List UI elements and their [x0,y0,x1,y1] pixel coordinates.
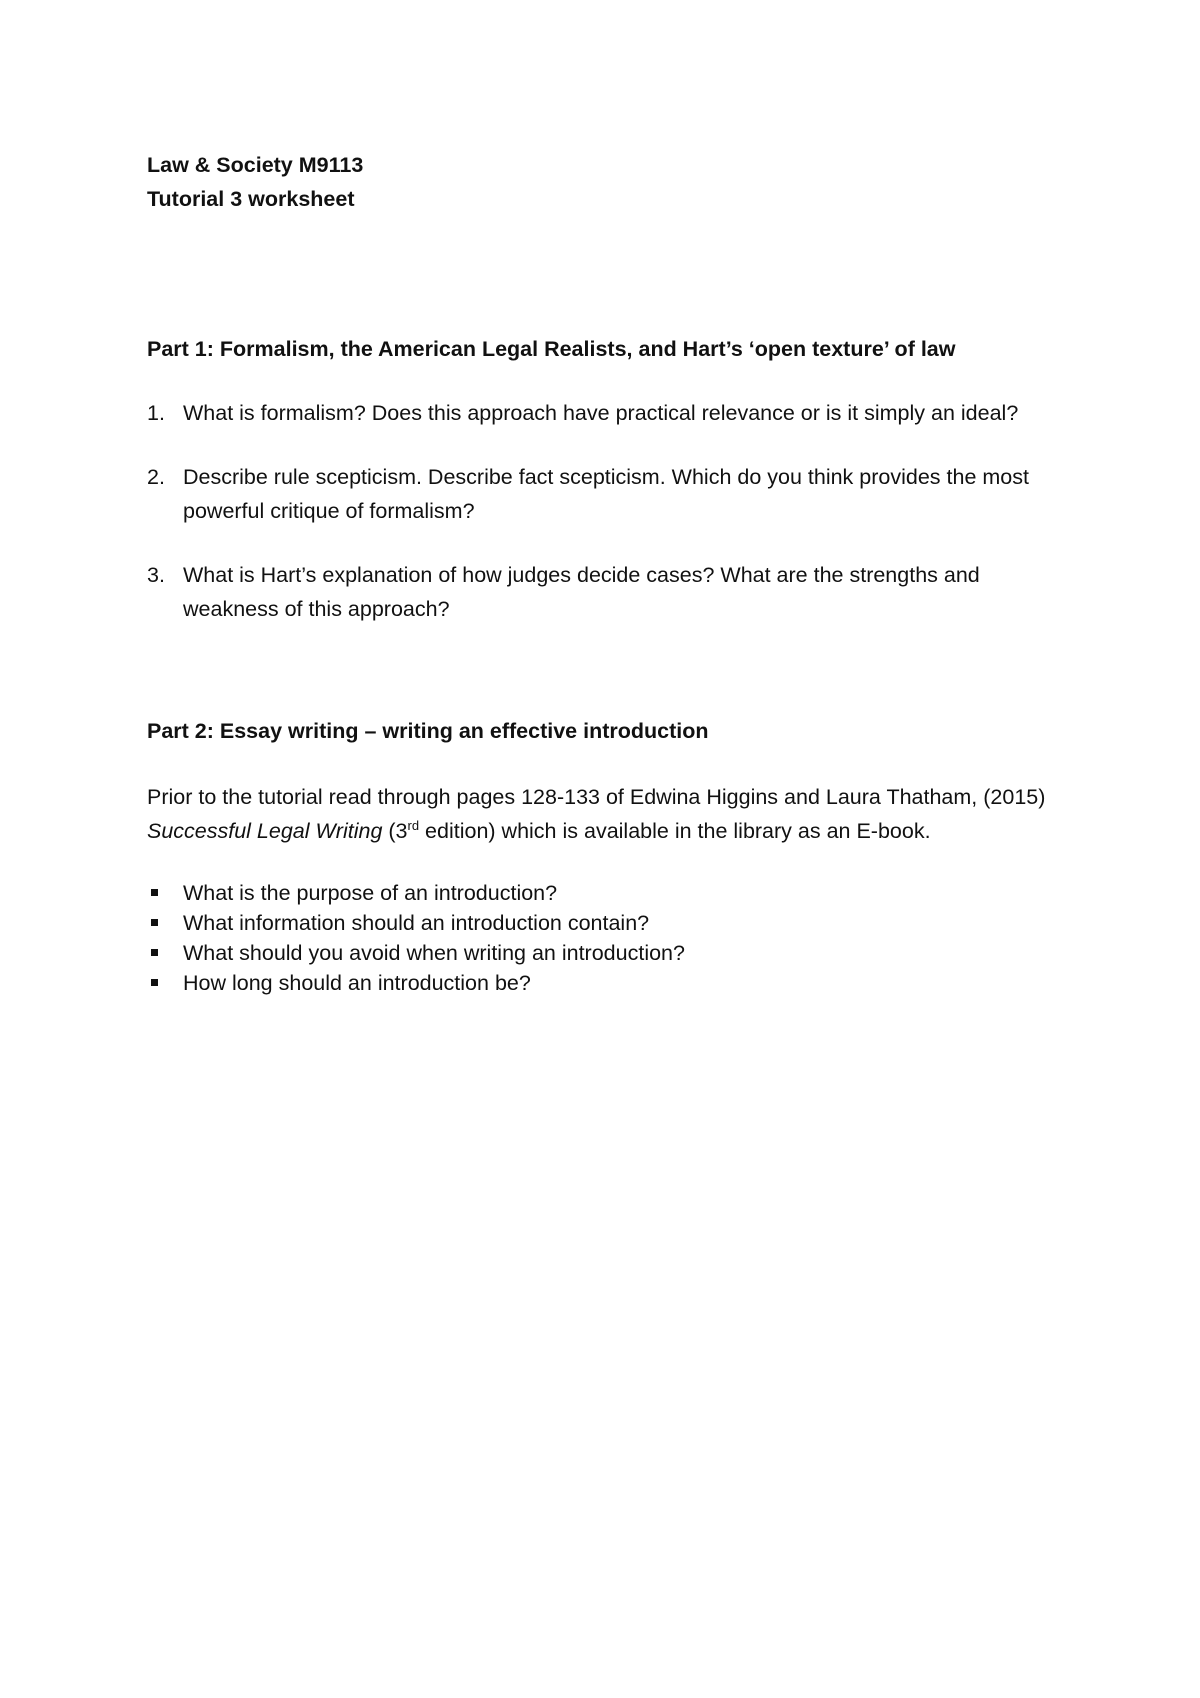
book-title: Successful Legal Writing [147,819,383,843]
question-number: 1. [147,401,165,425]
list-item [147,938,1067,968]
question-text: What is formalism? Does this approach have practical relevance or is it simply an ideal? [183,401,1019,425]
square-bullet-icon [147,878,183,908]
list-item [147,908,1067,938]
part2-bullet-list [147,878,1067,998]
bullet-text: What should you avoid when writing an introduction? [183,941,685,965]
square-bullet-icon [147,968,183,998]
reading-instruction [147,780,1067,848]
edition-number: (3 [382,819,408,843]
part1-heading: Part 1: Formalism, the American Legal Realists, and Hart’s ‘open texture’ of law [147,337,956,361]
square-bullet-icon [147,938,183,968]
question-item [147,460,1067,528]
list-item [147,968,1067,998]
question-item [147,396,1067,430]
question-text: Describe rule scepticism. Describe fact scepticism. Which do you think provides the most powerful critique of formalism? [183,465,1029,523]
question-number: 3. [147,563,165,587]
question-item [147,558,1067,626]
question-text: What is Hart’s explanation of how judges decide cases? What are the strengths and weakness of this approach? [183,563,980,621]
course-title: Law & Society M9113 [147,153,364,177]
question-number: 2. [147,465,165,489]
document-content [147,148,1067,998]
edition-superscript: rd [407,817,420,833]
bullet-text: What information should an introduction contain? [183,911,650,935]
list-item [147,878,1067,908]
reading-instruction-lead: Prior to the tutorial read through pages 128-133 of Edwina Higgins and Laura Thatham, (2015) [147,785,1046,809]
reading-instruction-tail: edition) which is available in the library as an E-book. [419,819,931,843]
bullet-text: What is the purpose of an introduction? [183,881,558,905]
part1-question-list [147,396,1067,626]
bullet-text: How long should an introduction be? [183,971,531,995]
part2-heading: Part 2: Essay writing – writing an effective introduction [147,719,709,743]
worksheet-title: Tutorial 3 worksheet [147,187,355,211]
square-bullet-icon [147,908,183,938]
